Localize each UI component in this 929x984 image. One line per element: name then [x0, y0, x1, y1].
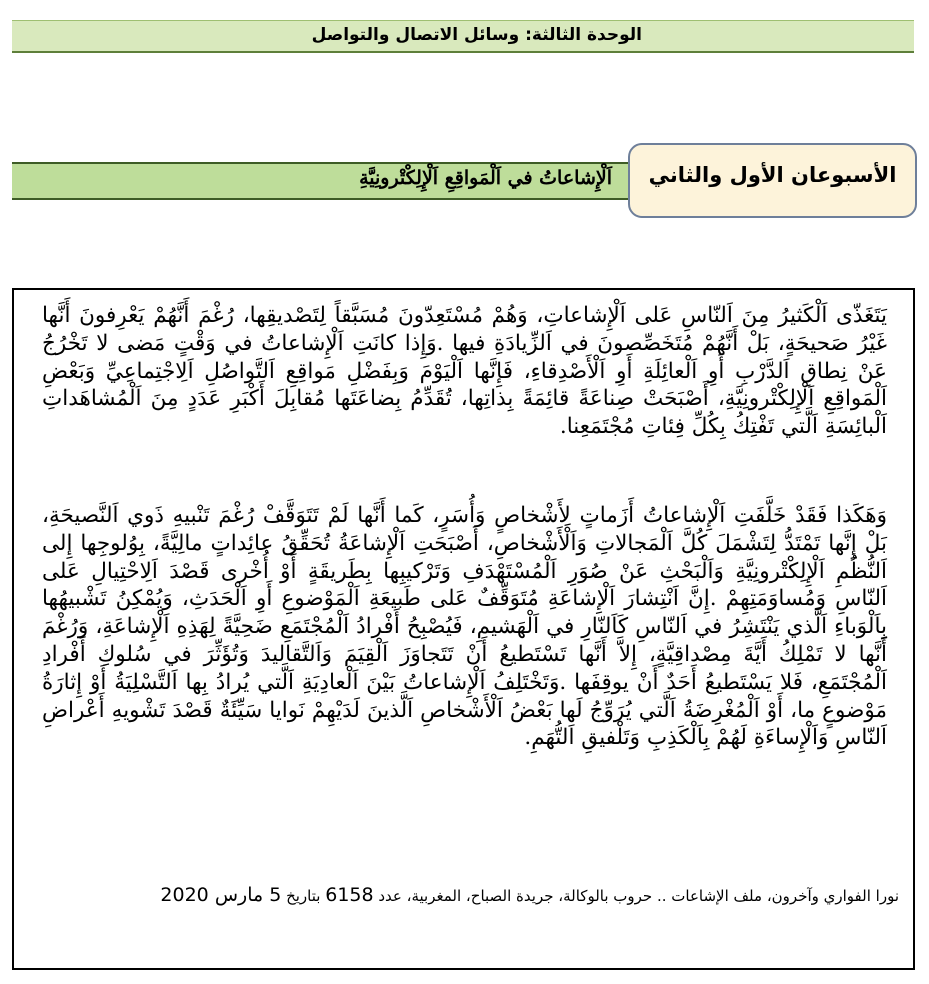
lesson-title: اَلْإِشاعاتُ في اَلْمَواقِعِ اَلْإِلِكْتْرونِيَّةِ: [359, 167, 612, 189]
lesson-title-bar: [12, 162, 632, 200]
unit-title: الوحدة الثالثة: وسائل الاتصال والتواصل: [311, 25, 642, 45]
week-label: الأسبوعان الأول والثاني: [648, 163, 897, 187]
passage-paragraph-2: وَهَكَذا فَقَدْ خَلَّفَتِ اَلْإِشاعاتُ أَزَماتٍ لِأَشْخاصٍ وَأُسَرٍ، كَما أَنَّها لَمْ تَتَوَقَّفْ رُغْمَ تَنْبيهِ ذَوي اَلنَّصيحَةِ، بَلْ إِنَّها تَمْتَدُّ لِتَشْمَلَ كُلَّ اَلْمَجالاتِ وَاَلْأَشْخاصِ، أَصْبَحَتِ اَلْإِشاعَةُ تُحَقِّقُ عائِداتٍ مالِيَّةً، بِوُلوجِها إِلى اَلنُّظُمِ اَلْإِلِكْتْرونِيَّةِ وَاَلْبَحْثِ عَنْ صُوَرِ اَلْمُسْتَهْدَفِ وَتَرْكيبِها بِطَريقَةٍ أَوْ أُخْرى قَصْدَ اَلِاحْتِيالِ عَلى اَلنّاسِ وَمُساوَمَتِهِمْ .إِنَّ اَنْتِشارَ اَلْإِشاعَةِ مُتَوَقِّفٌ عَلى طَبيعَةِ اَلْمَوْضوعِ أَوِ اَلْحَدَثِ، وَيُمْكِنُ تَشْبيهُها بِاَلْوَباءِ اَلَّذي يَنْتَشِرُ في اَلنّاسِ كَاَلنّارِ في اَلْهَشيمِ، فَيُصْبِحُ أَفْرادُ اَلْمُجْتَمَعِ ضَحِيَّةً لِهَذِهِ اَلْإِشاعَةِ، وَرُغْمَ أَنَّها لا تَمْلِكُ أَيَّةَ مِصْداقِيَّةٍ، إِلاَّ أَنَّها تَسْتَطيعُ أَنْ تَتَجاوَزَ اَلْقِيَمَ وَاَلتَّقاليدَ وَتُؤَثِّرَ في سُلوكِ أَفْرادِ اَلْمُجْتَمَعِ، فَلا يَسْتَطيعُ أَحَدٌ أَنْ يوقِفَها .وَتَخْتَلِفُ اَلْإِشاعاتُ بَيْنَ اَلْعادِيَةِ اَلَّتي يُرادُ بِها اَلتَّسْلِيَةُ أَوْ إِثارَةُ مَوْضوعٍ ما، أَوْ اَلْمُغْرِضَةُ اَلَّتي يُرَوِّجُ لَها بَعْضُ اَلْأَشْخاصِ اَلَّذينَ لَدَيْهِمْ نَوايا سَيِّئَةٌ قَصْدَ تَشْويهِ أَعْراضِ اَلنّاسِ وَاَلْإِساءَةِ لَهُمْ بِاَلْكَذِبِ وَتَلْفيقِ اَلتُّهَمِ.: [42, 503, 887, 751]
citation-issue-number: 6158: [325, 884, 374, 906]
citation-text: نورا الفواري وآخرون، ملف الإشاعات .. حروب بالوكالة، جريدة الصباح، المغربية، عدد: [378, 887, 899, 905]
source-citation: [60, 882, 899, 909]
unit-header-bar: [12, 20, 914, 53]
week-label-box: [628, 143, 917, 218]
reading-passage-box: [12, 288, 915, 970]
citation-date: 5 مارس 2020: [160, 884, 282, 906]
citation-date-prefix: بتاريخ: [286, 887, 321, 905]
passage-paragraph-1: يَتَغَذّى اَلْكَثيرُ مِنَ اَلنّاسِ عَلى اَلْإِشاعاتِ، وَهُمْ مُسْتَعِدّونَ مُسَبَّقاً لِتَصْديقِها، رُغْمَ أَنَّهُمْ يَعْرِفونَ أَنَّها غَيْرُ صَحيحَةٍ، بَلْ أَنَّهُمْ مُتَخَصِّصونَ في اَلزِّيادَةِ فيها .وَإِذا كانَتِ اَلْإِشاعاتُ في وَقْتٍ مَضى لا تَخْرُجُ عَنْ نِطاقِ اَلدَّرْبِ أَوِ اَلْعائِلَةِ أَوِ اَلْأَصْدِقاءِ، فَإِنَّها اَلْيَوْمَ وَبِفَضْلِ مَواقِعِ اَلتَّواصُلِ اَلِاجْتِماعِيِّ وَبَعْضِ اَلْمَواقِعِ اَلْإِلِكْتْرونِيَّةِ، أَصْبَحَتْ صِناعَةً قائِمَةً بِذاتِها، تُقَدِّمُ بِضاعَتَها مُقابِلَ أَكْبَرِ عَدَدٍ مِنَ اَلْمُشاهَداتِ اَلْبائِسَةِ اَلَّتي تَفْتِكُ بِكُلِّ فِئاتِ مُجْتَمَعِنا.: [42, 303, 887, 440]
